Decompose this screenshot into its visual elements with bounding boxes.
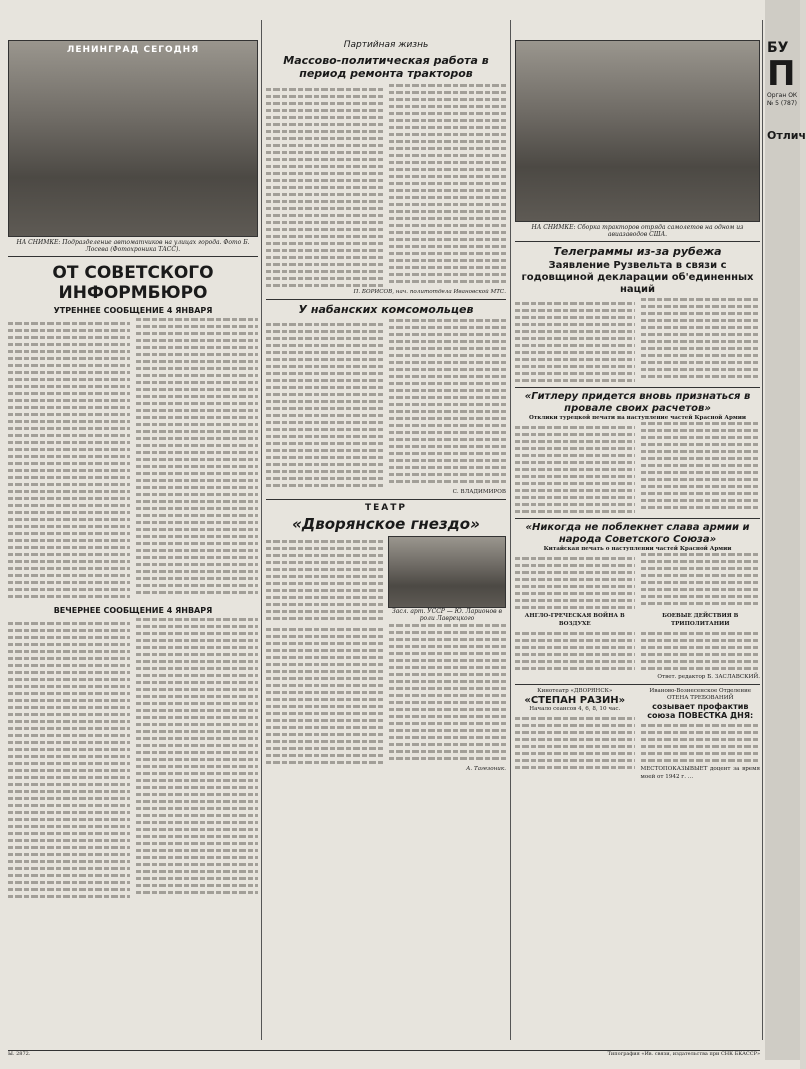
- cinema-ad: [515, 688, 635, 781]
- glory-subtitle: Китайская печать о наступлении частей Красной Армии: [543, 546, 732, 553]
- article2-title: У набанских комсомольцев: [298, 303, 474, 317]
- column-divider: [261, 20, 262, 1040]
- morning-report-text: [8, 318, 258, 600]
- photo-title: ЛЕНИНГРАД СЕГОДНЯ: [66, 45, 200, 55]
- telegrams-title: Телеграммы из-за рубежа: [553, 245, 722, 258]
- column-3: [515, 40, 760, 781]
- editor-line: Ответ. редактор Б. ЗАСЛАВСКИЙ.: [657, 673, 760, 680]
- photo-caption: НА СНИМКЕ: Подразделение автоматчиков на улицах города. Фото Б. Лосева (Фотохроника ТАСС).: [16, 239, 250, 253]
- morning-report-title: УТРЕННЕЕ СООБЩЕНИЕ 4 ЯНВАРЯ: [53, 306, 213, 315]
- masthead-organ: Орган ОК: [767, 92, 798, 99]
- sovinform-title: ОТ СОВЕТСКОГО ИНФОРМБЮРО: [52, 263, 214, 303]
- union-notice: [641, 688, 761, 781]
- aircraft-photo-caption: НА СНИМКЕ: Сборка тракторов отряда самолетов на одном из авиазаводов США.: [531, 224, 744, 238]
- footer-middle: Типография «Ив. связи, издательства при СНК БКАССР»: [607, 1051, 760, 1057]
- page-footer: [8, 1050, 760, 1058]
- article1-title: Массово-политическая работа в период ремонта тракторов: [283, 54, 489, 80]
- aircraft-factory-photo: [515, 40, 760, 222]
- footer-left: Ы. 2872.: [8, 1051, 31, 1057]
- agenda-title: созывает профактив союза ПОВЕСТКА ДНЯ:: [647, 702, 754, 721]
- masthead-fragment: [767, 40, 806, 144]
- union-title: Иваново-Вознесенское Отделение ОТЕНА ТРЕБОВАНИЙ: [649, 688, 752, 702]
- evening-report-title: ВЕЧЕРНЕЕ СООБЩЕНИЕ 4 ЯНВАРЯ: [53, 606, 213, 615]
- tripoli-title: БОЕВЫЕ ДЕЙСТВИЯ В ТРИПОЛИТАНИИ: [662, 613, 739, 627]
- article2-text: [266, 319, 506, 489]
- cinema-times: Начало сеансов 4, 6, 8, 10 час.: [529, 706, 621, 713]
- theatre-rubric: ТЕАТР: [365, 503, 407, 514]
- leningrad-photo: [8, 40, 258, 237]
- column-2: [266, 40, 506, 774]
- hitler-subtitle: Отклики турецкой печати на наступление частей Красной Армии: [528, 415, 747, 421]
- roosevelt-title: Заявление Рузвельта в связи с годовщиной декларации об'единенных наций: [521, 260, 754, 295]
- evening-report-text: [8, 618, 258, 900]
- next-page-edge: [765, 0, 806, 1060]
- actor-photo: [388, 536, 506, 608]
- lost-notice: МЕСТОПОКАЗЫВЫЕТ доцент за время моей от 1942 г. ...: [640, 766, 760, 780]
- glory-text: [515, 553, 760, 611]
- column-divider: [510, 20, 511, 1040]
- hitler-text: [515, 422, 760, 515]
- theatre-signature: А. Тагезоник.: [466, 766, 506, 773]
- masthead-issue: № 5 (787): [767, 100, 798, 107]
- theatre-title: «Дворянское гнездо»: [292, 515, 480, 534]
- column-divider: [762, 20, 763, 1040]
- hitler-title: «Гитлеру придется вновь признаться в провале своих расчетов»: [524, 391, 751, 414]
- article2-signature: С. ВЛАДИМИРОВ: [452, 489, 506, 496]
- party-rubric: Партийная жизнь: [343, 40, 429, 50]
- masthead-side-title: Отлич: [767, 129, 806, 142]
- masthead-top: БУ: [767, 40, 789, 56]
- cinema-label: Кинотеатр «ДВОРЯНСК»: [537, 688, 613, 695]
- article1-text: [266, 84, 506, 289]
- article1-signature: П. БОРИСОВ, нач. политотдела Ивановской МТС.: [353, 289, 506, 295]
- anglo-greek-title: АНГЛО-ГРЕЧЕСКАЯ ВОЙНА В ВОЗДУХЕ: [524, 613, 625, 627]
- roosevelt-text: [515, 298, 760, 384]
- theatre-text: [266, 624, 506, 766]
- cinema-film: «СТЕПАН РАЗИН»: [524, 695, 626, 707]
- column-1: [8, 40, 258, 900]
- glory-title: «Никогда не поблекнет слава армии и народа Советского Союза»: [525, 522, 750, 546]
- actor-photo-caption: Засл. арт. УССР — Ю. Ларионов в роли Лаврецкого: [392, 608, 502, 623]
- masthead-letter: П: [767, 54, 796, 94]
